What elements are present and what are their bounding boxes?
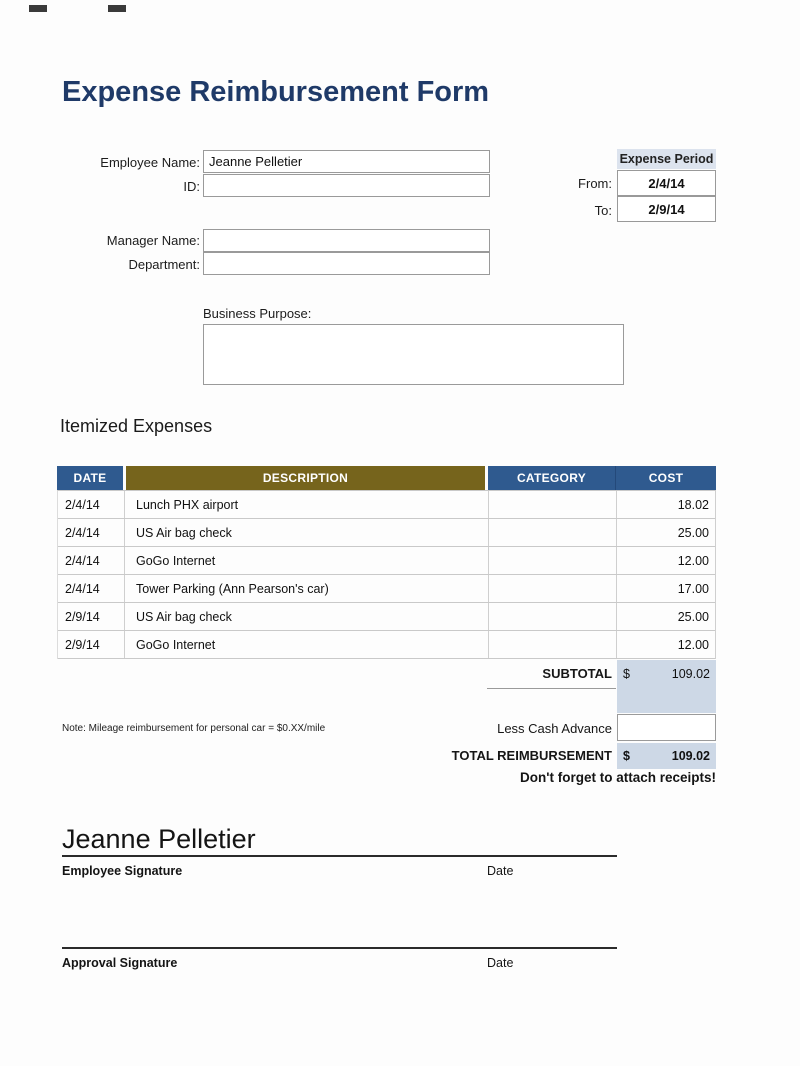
employee-id-input[interactable] <box>203 174 490 197</box>
cell-description[interactable]: US Air bag check <box>124 603 488 630</box>
scan-artifact <box>108 5 126 12</box>
less-cash-advance-input[interactable] <box>617 714 716 741</box>
employee-signature-line <box>62 855 617 857</box>
employee-signature-label: Employee Signature <box>62 864 183 878</box>
subtotal-value: 109.02 <box>671 666 710 681</box>
cell-description[interactable]: Lunch PHX airport <box>124 491 488 518</box>
cell-description[interactable]: GoGo Internet <box>124 547 488 574</box>
employee-date-label: Date <box>487 864 514 878</box>
period-to-input[interactable]: 2/9/14 <box>617 196 716 222</box>
cell-description[interactable]: Tower Parking (Ann Pearson's car) <box>124 575 488 602</box>
cell-date[interactable]: 2/9/14 <box>65 609 100 624</box>
cell-description[interactable]: US Air bag check <box>124 519 488 546</box>
employee-signature-value: Jeanne Pelletier <box>62 824 256 854</box>
cell-cost[interactable]: 25.00 <box>616 603 715 630</box>
expense-period-header: Expense Period <box>617 149 716 169</box>
cell-date[interactable]: 2/9/14 <box>65 637 100 652</box>
approval-signature-line <box>62 947 617 949</box>
currency-symbol: $ <box>623 666 630 681</box>
period-to-label: To: <box>594 203 612 218</box>
expenses-table <box>57 490 716 659</box>
table-row <box>58 603 715 631</box>
business-purpose-label: Business Purpose: <box>203 306 312 321</box>
period-from-input[interactable]: 2/4/14 <box>617 170 716 196</box>
cell-category[interactable] <box>488 575 616 602</box>
cell-cost[interactable]: 25.00 <box>616 519 715 546</box>
total-reimbursement-value: 109.02 <box>671 749 710 763</box>
table-row <box>58 491 715 519</box>
cell-category[interactable] <box>488 603 616 630</box>
cell-date[interactable]: 2/4/14 <box>65 525 100 540</box>
scan-artifact <box>29 5 47 12</box>
cell-category[interactable] <box>488 519 616 546</box>
business-purpose-input[interactable] <box>203 324 624 385</box>
total-reimbursement-cell <box>617 743 716 769</box>
manager-name-input[interactable] <box>203 229 490 252</box>
subtotal-cell <box>617 660 716 687</box>
column-header-date: DATE <box>57 466 123 490</box>
cell-category[interactable] <box>488 491 616 518</box>
approval-signature-label: Approval Signature <box>62 956 178 970</box>
table-row <box>58 519 715 547</box>
manager-name-label: Manager Name: <box>106 233 200 248</box>
employee-name-label: Employee Name: <box>100 155 200 170</box>
table-row <box>58 575 715 603</box>
cell-date[interactable]: 2/4/14 <box>65 497 100 512</box>
table-row <box>58 547 715 575</box>
attach-receipts-reminder: Don't forget to attach receipts! <box>520 770 716 785</box>
period-from-label: From: <box>578 176 612 191</box>
cell-category[interactable] <box>488 547 616 574</box>
department-label: Department: <box>128 257 200 272</box>
cell-date[interactable]: 2/4/14 <box>65 581 100 596</box>
cell-cost[interactable]: 18.02 <box>616 491 715 518</box>
column-header-category: CATEGORY <box>488 466 615 490</box>
cell-cost[interactable]: 12.00 <box>616 547 715 574</box>
approval-date-label: Date <box>487 956 514 970</box>
column-header-description: DESCRIPTION <box>126 466 485 490</box>
department-input[interactable] <box>203 252 490 275</box>
subtotal-label: SUBTOTAL <box>542 666 612 681</box>
cell-cost[interactable]: 12.00 <box>616 631 715 658</box>
total-reimbursement-label: TOTAL REIMBURSEMENT <box>451 748 612 763</box>
cell-description[interactable]: GoGo Internet <box>124 631 488 658</box>
less-cash-advance-label: Less Cash Advance <box>497 721 612 736</box>
employee-name-input[interactable]: Jeanne Pelletier <box>203 150 490 173</box>
currency-symbol: $ <box>623 749 630 763</box>
cell-category[interactable] <box>488 631 616 658</box>
subtotal-underline <box>487 688 616 689</box>
employee-id-label: ID: <box>183 179 200 194</box>
table-row <box>58 631 715 659</box>
mileage-note: Note: Mileage reimbursement for personal car = $0.XX/mile <box>62 723 326 734</box>
itemized-expenses-heading: Itemized Expenses <box>60 416 213 436</box>
column-header-cost: COST <box>615 466 716 490</box>
cell-cost[interactable]: 17.00 <box>616 575 715 602</box>
page-title: Expense Reimbursement Form <box>62 76 490 108</box>
highlight-cell-empty <box>617 687 716 713</box>
cell-date[interactable]: 2/4/14 <box>65 553 100 568</box>
